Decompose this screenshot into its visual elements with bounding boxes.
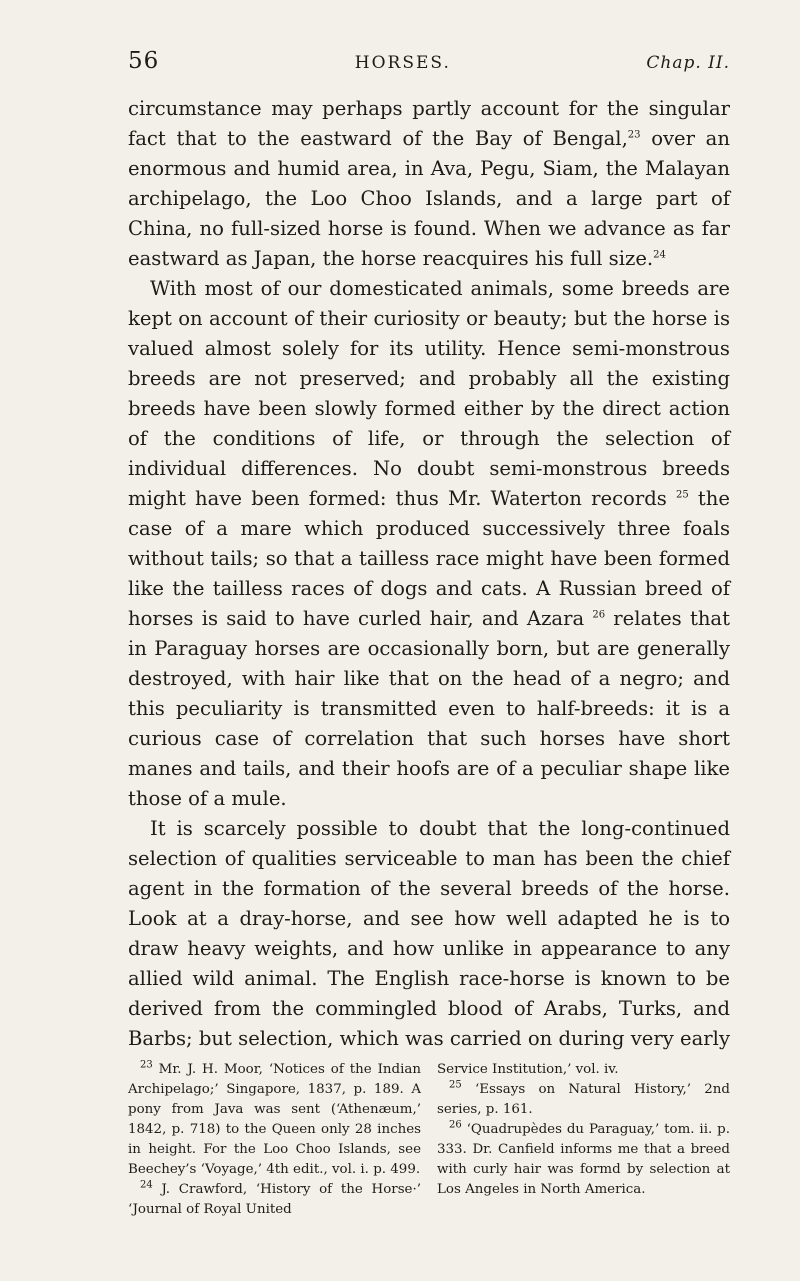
footnote: $^{23}$ Mr. J. H. Moor, ‘Notices of the Indian Archipelago;’ Singapore, 1837, p. 189. A pony from Java was sent (‘Athenæum,’ 1842, p. 718) to the Queen only 28 inches in height. For the Loo Choo Islands, see Beechey’s ‘Voyage,’ 4th edit., vol. i. p. 499. bbox=[128, 1059, 421, 1177]
paragraph: With most of our domesticated animals, some breeds are kept on account of their curiosity or beauty; but the horse is valued almost solely for its utility. Hence semi-monstrous breeds are not preserved; and probably all the existing breeds have been slowly formed either by the direct action of the conditions of life, or through the selection of individual differences. No doubt semi-monstrous breeds might have been formed: thus Mr. Waterton records $^{25}$ the case of a mare which produced successively three foals without tails; so that a tailless race might have been formed like the tailless races of dogs and cats. A Russian breed of horses is said to have curled hair, and Azara $^{26}$ relates that in Paraguay horses are occasionally born, but are generally destroyed, with hair like that on the head of a negro; and this peculiarity is transmitted even to half-breeds: it is a curious case of correlation that such horses have short manes and tails, and their hoofs are of a peculiar shape like those of a mule. bbox=[128, 277, 730, 810]
paragraph: It is scarcely possible to doubt that the long-continued selection of qualities serviceable to man has been the chief agent in the formation of the several breeds of the horse. Look at a dray-horse, and see how well adapted he is to draw heavy weights, and how unlike in appearance to any allied wild animal. The English race-horse is known to be derived from the commingled blood of Arabs, Turks, and Barbs; but selection, which was carried on during very early bbox=[128, 817, 731, 1050]
footnotes-right-column bbox=[437, 1060, 730, 1220]
chapter-label: Chap. II. bbox=[646, 53, 730, 73]
page-number: 56 bbox=[128, 48, 160, 74]
footnote: $^{25}$ ‘Essays on Natural History,’ 2nd series, p. 161. bbox=[437, 1079, 730, 1117]
footnotes-left-column bbox=[128, 1060, 421, 1220]
footnotes bbox=[128, 1060, 730, 1220]
running-title: HORSES. bbox=[354, 53, 451, 73]
paragraph: circumstance may perhaps partly account for the singular fact that to the eastward of the Bay of Bengal,$^{23}$ over an enormous and humid area, in Ava, Pegu, Siam, the Malayan archipelago, the Loo Choo Islands, and a large part of China, no full-sized horse is found. When we advance as far eastward as Japan, the horse reacquires his full size.$^{24}$ bbox=[128, 97, 730, 270]
footnote: $^{26}$ ‘Quadrupèdes du Paraguay,’ tom. ii. p. 333. Dr. Canfield informs me that a breed with curly hair was formd by selection at Los Angeles in North America. bbox=[437, 1119, 730, 1197]
page bbox=[128, 48, 730, 1220]
footnote: $^{24}$ J. Crawford, ‘History of the Horse·’ ‘Journal of Royal United bbox=[128, 1179, 421, 1217]
main-text bbox=[128, 94, 730, 1054]
footnote-continuation: Service Institution,’ vol. iv. bbox=[437, 1062, 619, 1077]
running-header bbox=[128, 48, 730, 82]
